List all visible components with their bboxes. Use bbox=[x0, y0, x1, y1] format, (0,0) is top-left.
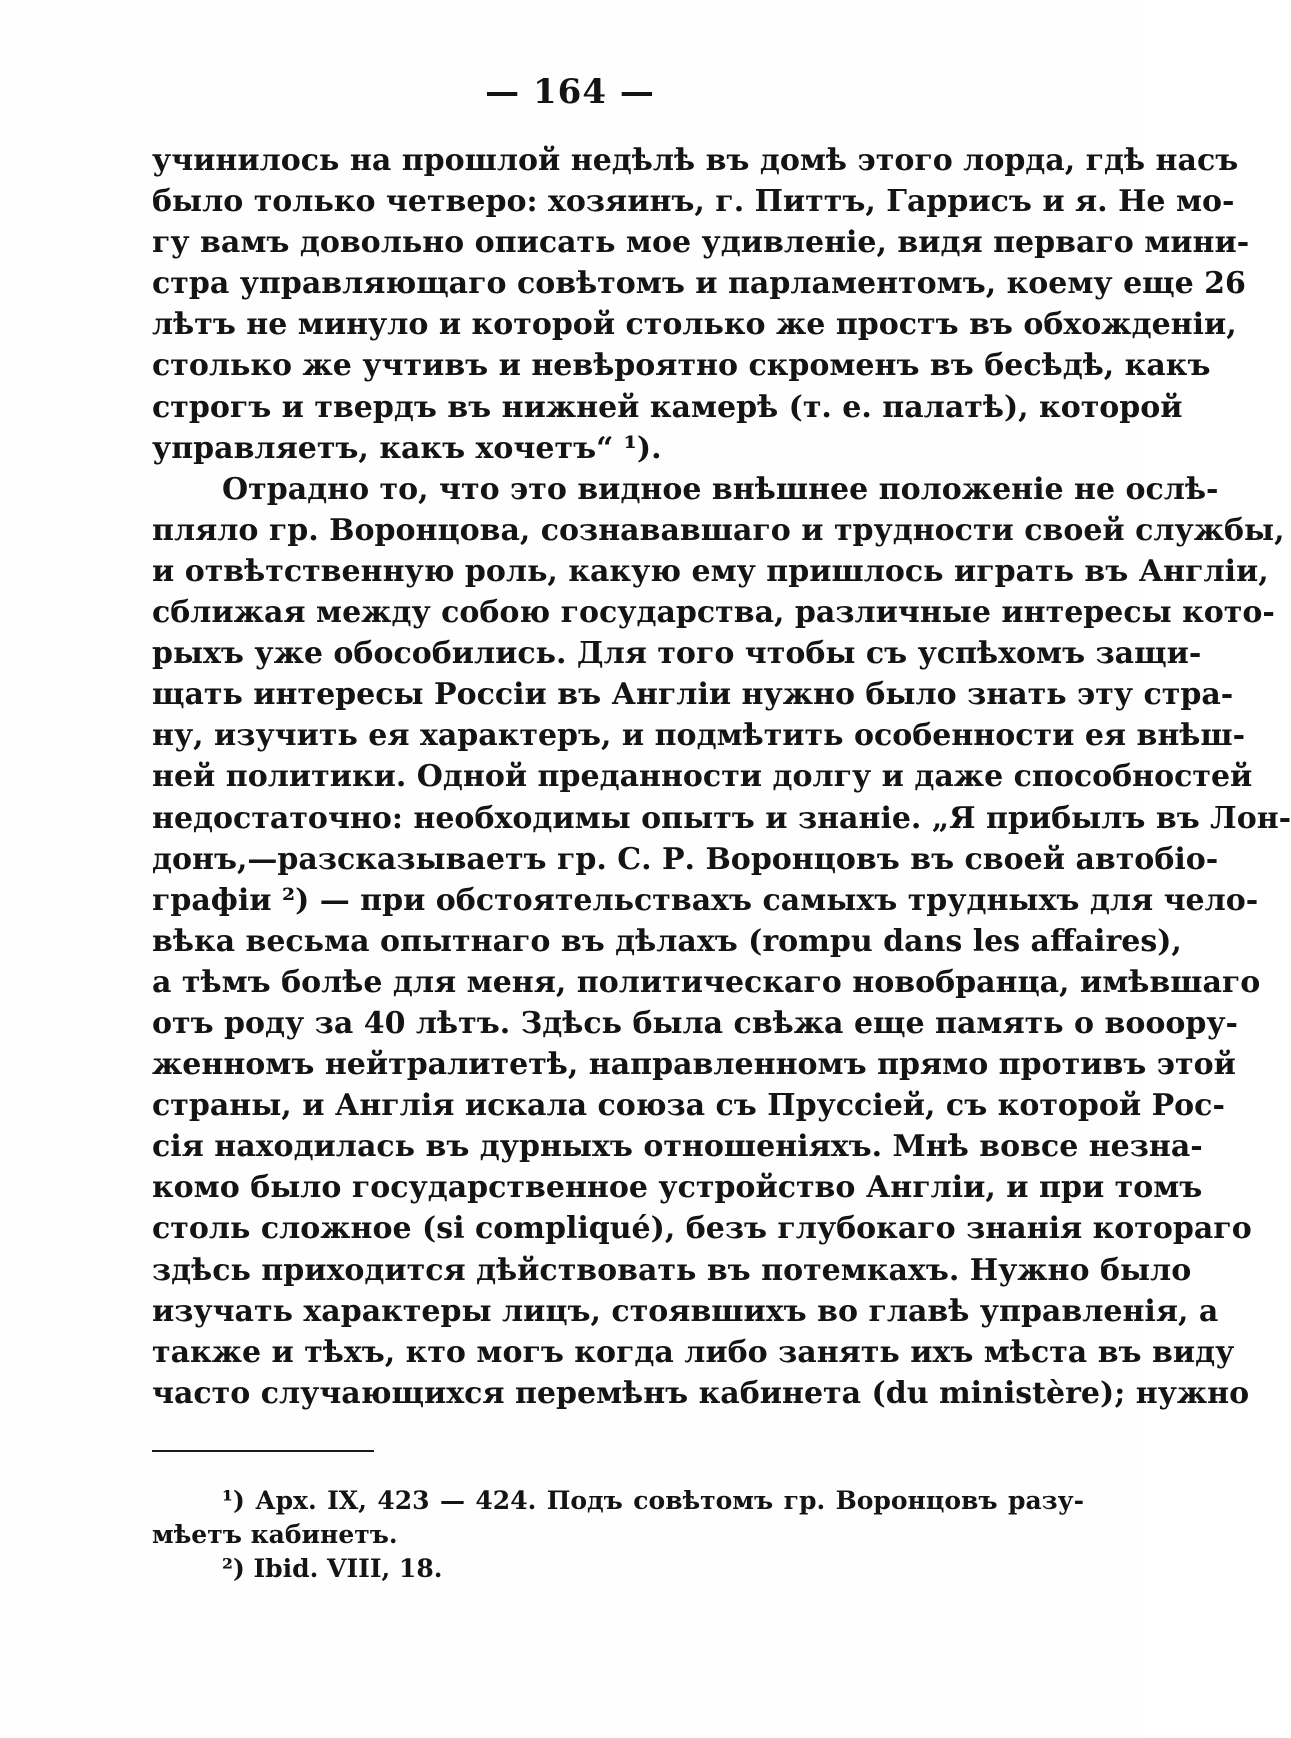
text-line: донъ,—разсказываетъ гр. С. Р. Воронцовъ въ своей автобіо- bbox=[152, 841, 1219, 877]
text-line: здѣсь приходится дѣйствовать въ потемкахъ. Нужно было bbox=[152, 1252, 1192, 1288]
paragraph-2 bbox=[152, 469, 1291, 1414]
text-line: рыхъ уже обособились. Для того чтобы съ успѣхомъ защи- bbox=[152, 636, 1202, 672]
text-line: сія находилась въ дурныхъ отношеніяхъ. Мнѣ вовсе незна- bbox=[152, 1129, 1203, 1165]
text-line: часто случающихся перемѣнъ кабинета (du ministère); нужно bbox=[152, 1375, 1250, 1411]
footnote-divider bbox=[152, 1450, 374, 1452]
text-line: комо было государственное устройство Англіи, и при томъ bbox=[152, 1170, 1203, 1206]
text-line: столь сложное (si compliqué), безъ глубокаго знанія котораго bbox=[152, 1211, 1252, 1247]
text-line: сближая между собою государства, различные интересы кото- bbox=[152, 595, 1275, 631]
text-line: стра управляющаго совѣтомъ и парламентомъ, коему еще 26 bbox=[152, 266, 1246, 302]
text-line: щать интересы Россіи въ Англіи нужно было знать эту стра- bbox=[152, 677, 1234, 713]
text-line: страны, и Англія искала союза съ Пруссіей, съ которой Рос- bbox=[152, 1088, 1225, 1124]
text-line: Отрадно то, что это видное внѣшнее положеніе не ослѣ- bbox=[222, 471, 1219, 507]
footnote-1 bbox=[152, 1484, 1084, 1552]
text-line: ну, изучить ея характеръ, и подмѣтить особенности ея внѣш- bbox=[152, 718, 1246, 754]
paragraph-1 bbox=[152, 140, 1250, 469]
text-line: женномъ нейтралитетѣ, направленномъ прямо противъ этой bbox=[152, 1047, 1236, 1083]
text-line: вѣка весьма опытнаго въ дѣлахъ (rompu dans les affaires), bbox=[152, 923, 1182, 959]
page-number: — 164 — bbox=[485, 72, 655, 112]
text-line: и отвѣтственную роль, какую ему пришлось играть въ Англіи, bbox=[152, 553, 1269, 589]
footnote-line: ²) Ibid. VIII, 18. bbox=[222, 1554, 443, 1583]
text-line: изучать характеры лицъ, стоявшихъ во главѣ управленія, а bbox=[152, 1293, 1219, 1329]
text-line: лѣтъ не минуло и которой столько же простъ въ обхожденіи, bbox=[152, 307, 1237, 343]
text-line: строгъ и твердъ въ нижней камерѣ (т. е. палатѣ), которой bbox=[152, 389, 1183, 425]
text-line: столько же учтивъ и невѣроятно скроменъ въ бесѣдѣ, какъ bbox=[152, 348, 1211, 384]
footnote-line: ¹) Арх. IX, 423 — 424. Подъ совѣтомъ гр. Воронцовъ разу- bbox=[222, 1486, 1084, 1515]
text-line: пляло гр. Воронцова, сознававшаго и трудности своей службы, bbox=[152, 512, 1285, 548]
text-line: управляетъ, какъ хочетъ“ ¹). bbox=[152, 430, 662, 466]
text-line: гу вамъ довольно описать мое удивленіе, видя перваго мини- bbox=[152, 225, 1250, 261]
body-text bbox=[152, 140, 1291, 1414]
footnotes bbox=[152, 1484, 1084, 1586]
footnote-line: мѣетъ кабинетъ. bbox=[152, 1520, 398, 1549]
text-line: недостаточно: необходимы опытъ и знаніе. „Я прибылъ въ Лон- bbox=[152, 800, 1291, 836]
text-line: отъ роду за 40 лѣтъ. Здѣсь была свѣжа еще память о вооору- bbox=[152, 1005, 1238, 1041]
text-line: а тѣмъ болѣе для меня, политическаго новобранца, имѣвшаго bbox=[152, 964, 1261, 1000]
text-line: графіи ²) — при обстоятельствахъ самыхъ трудныхъ для чело- bbox=[152, 882, 1259, 918]
text-line: учинилось на прошлой недѣлѣ въ домѣ этого лорда, гдѣ насъ bbox=[152, 143, 1239, 178]
text-line: было только четверо: хозяинъ, г. Питтъ, Гаррисъ и я. Не мо- bbox=[152, 184, 1235, 220]
text-line: также и тѣхъ, кто могъ когда либо занять ихъ мѣста въ виду bbox=[152, 1334, 1235, 1370]
text-line: ней политики. Одной преданности долгу и даже способностей bbox=[152, 759, 1253, 795]
footnote-2 bbox=[152, 1552, 1084, 1586]
